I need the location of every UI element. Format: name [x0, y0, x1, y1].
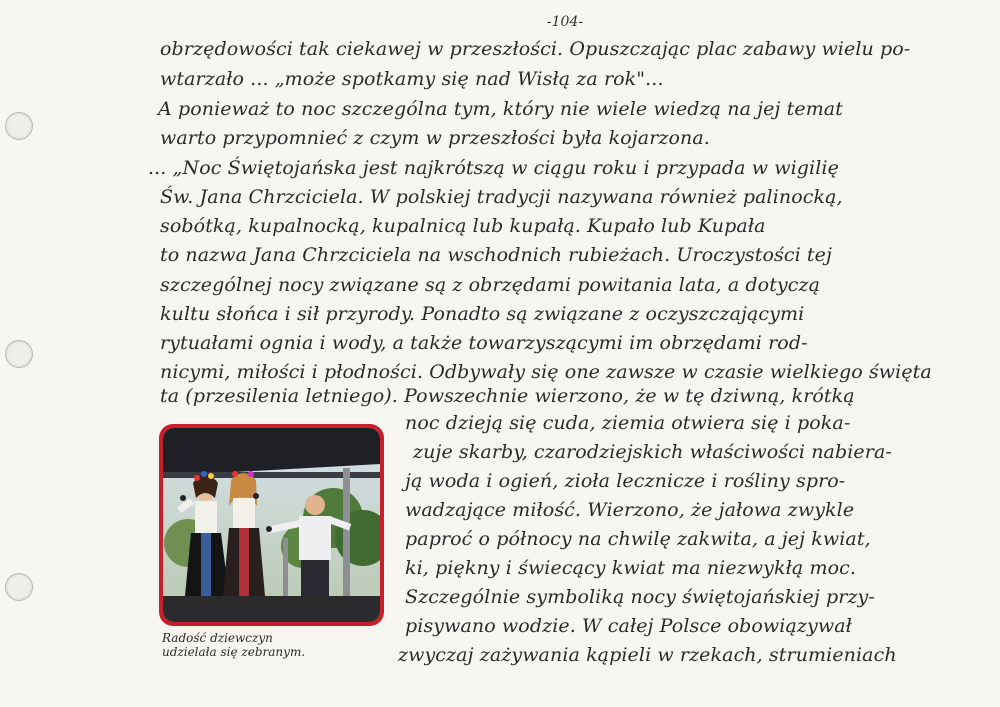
text-line: pisywano wodzie. W całej Polsce obowiązywał	[405, 615, 852, 637]
binder-hole-middle	[5, 340, 33, 368]
text-line: Św. Jana Chrzciciela. W polskiej tradycji nazywana również palinocką,	[160, 186, 843, 208]
text-line: warto przypomnieć z czym w przeszłości była kojarzona.	[160, 127, 710, 149]
text-line: nicymi, miłości i płodności. Odbywały się one zawsze w czasie wielkiego święta	[160, 361, 932, 383]
text-line: ta (przesilenia letniego). Powszechnie wierzono, że w tę dziwną, krótką	[160, 385, 855, 407]
text-line: sobótką, kupalnocką, kupalnicą lub kupałą. Kupało lub Kupała	[160, 215, 766, 237]
text-line: kultu słońca i sił przyrody. Ponadto są związane z oczyszczającymi	[160, 303, 805, 325]
text-line: obrzędowości tak ciekawej w przeszłości. Opuszczając plac zabawy wielu po-	[160, 38, 911, 60]
binder-hole-top	[5, 112, 33, 140]
binder-hole-bottom	[5, 573, 33, 601]
text-line: zwyczaj zażywania kąpieli w rzekach, strumieniach	[398, 644, 897, 666]
text-line: paproć o północy na chwilę zakwita, a jej kwiat,	[405, 528, 871, 550]
text-line: rytuałami ognia i wody, a także towarzyszącymi im obrzędami rod-	[160, 332, 808, 354]
text-line: noc dzieją się cuda, ziemia otwiera się i poka-	[405, 412, 851, 434]
text-line: to nazwa Jana Chrzciciela na wschodnich rubieżach. Uroczystości tej	[160, 244, 833, 266]
text-line: wadzające miłość. Wierzono, że jałowa zwykle	[405, 499, 855, 521]
concert-photo	[163, 428, 380, 622]
text-line: A ponieważ to noc szczególna tym, który nie wiele wiedzą na jej temat	[158, 98, 843, 120]
text-line: szczególnej nocy związane są z obrzędami powitania lata, a dotyczą	[160, 274, 821, 296]
photo-frame	[159, 424, 384, 626]
photo-caption-line-2: udzielała się zebranym.	[162, 645, 306, 659]
text-line: ki, piękny i świecący kwiat ma niezwykłą moc.	[405, 557, 856, 579]
text-line: wtarzało ... „może spotkamy się nad Wisłą za rok"...	[160, 68, 664, 90]
page-number: -104-	[546, 14, 584, 30]
text-line: ... „Noc Świętojańska jest najkrótszą w ciągu roku i przypada w wigilię	[148, 157, 839, 179]
text-line: zuje skarby, czarodziejskich właściwości nabiera-	[413, 441, 892, 463]
photo-caption-line-1: Radość dziewczyn	[162, 631, 273, 645]
text-line: Szczególnie symboliką nocy świętojańskiej przy-	[405, 586, 875, 608]
text-line: ją woda i ogień, zioła lecznicze i rośliny spro-	[405, 470, 846, 492]
